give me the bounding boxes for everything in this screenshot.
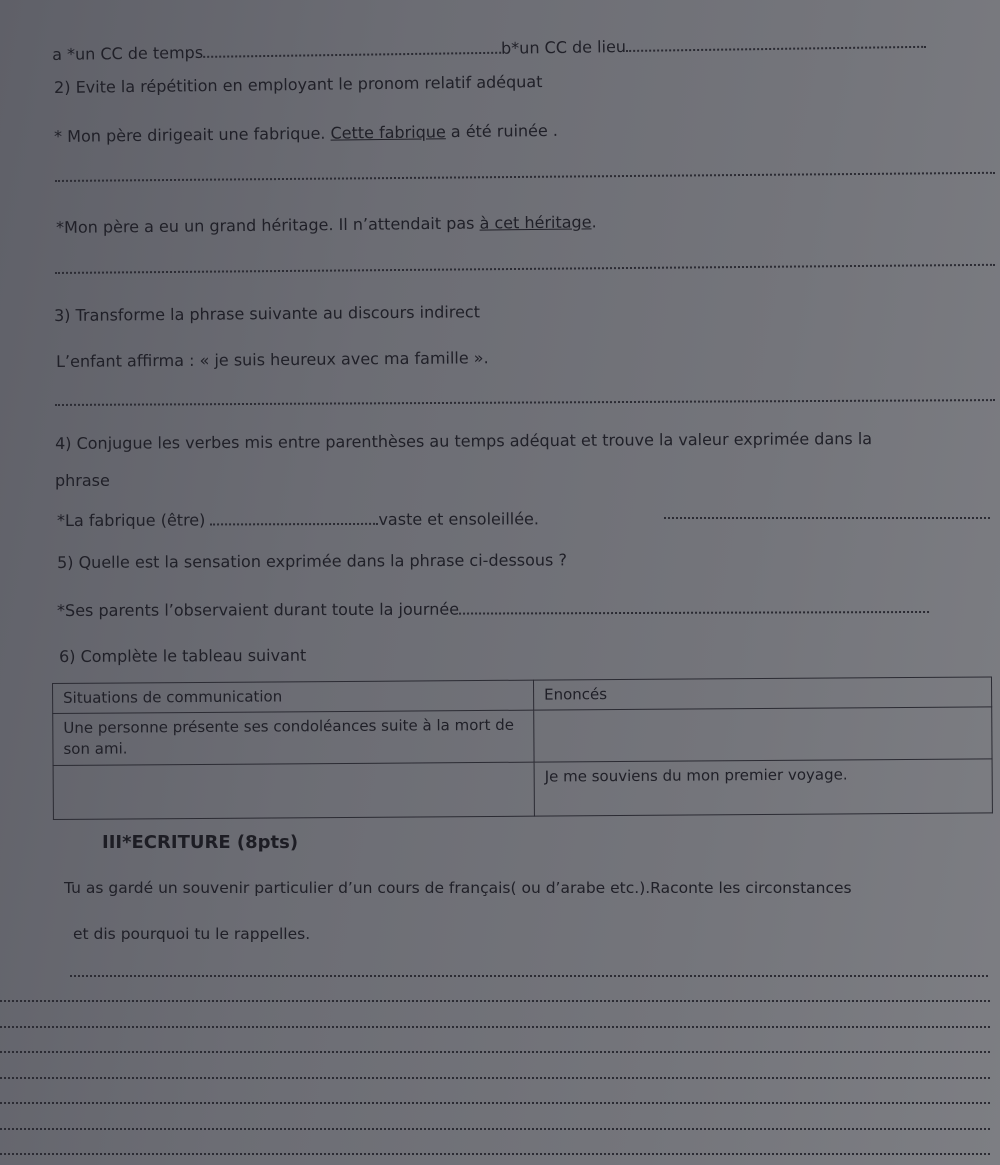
- q4-instruction-line-1: 4) Conjugue les verbes mis entre parenthèses au temps adéquat et trouve la valeur exprimée dans la: [55, 429, 873, 453]
- communication-table: [52, 676, 993, 820]
- q1-b-label: b*un CC de lieu: [500, 36, 627, 58]
- q4-value-blank[interactable]: [664, 517, 990, 519]
- q2-sentence-1: [54, 121, 558, 147]
- q2-answer-line-2[interactable]: [55, 264, 995, 274]
- q6-instruction: 6) Complète le tableau suivant: [59, 645, 307, 666]
- writing-answer-line[interactable]: [70, 975, 988, 977]
- table-cell-enonce-1-blank[interactable]: [534, 707, 992, 762]
- q5-instruction: 5) Quelle est la sensation exprimée dans la phrase ci-dessous ?: [57, 550, 567, 572]
- writing-answer-line[interactable]: [0, 1077, 990, 1079]
- q5-sentence: [57, 597, 929, 621]
- q5-answer-blank[interactable]: [459, 597, 929, 615]
- q4-sentence: [57, 508, 539, 531]
- q2-s2-end: .: [591, 212, 597, 232]
- writing-answer-line[interactable]: [0, 1153, 990, 1155]
- writing-answer-line[interactable]: [0, 1051, 990, 1053]
- writing-prompt-line-1: Tu as gardé un souvenir particulier d’un cours de français( ou d’arabe etc.).Raconte les circonstances: [64, 879, 852, 897]
- q2-answer-line-1[interactable]: [55, 172, 995, 182]
- table-cell-situation-1: Une personne présente ses condoléances suite à la mort de son ami.: [53, 710, 534, 765]
- q2-sentence-2: [56, 212, 597, 238]
- q4-s-end: vaste et ensoleillée.: [378, 509, 540, 529]
- writing-answer-line[interactable]: [0, 1128, 990, 1130]
- q1-a-answer-blank[interactable]: [203, 38, 501, 58]
- q1-line: [52, 32, 926, 65]
- q4-verb-blank[interactable]: [210, 509, 378, 526]
- table-row: [53, 759, 992, 820]
- q1-b-answer-blank[interactable]: [626, 32, 926, 52]
- q4-instruction-line-2: phrase: [55, 471, 110, 490]
- table-header-situations: Situations de communication: [53, 680, 534, 713]
- q2-s1-underlined: Cette fabrique: [330, 122, 446, 143]
- q1-a-label: a *un CC de temps: [52, 42, 204, 64]
- q2-s2-underlined: à cet héritage: [479, 212, 592, 233]
- writing-prompt-line-2: et dis pourquoi tu le rappelles.: [73, 925, 311, 943]
- writing-answer-line[interactable]: [0, 1102, 990, 1104]
- writing-answer-line[interactable]: [0, 1026, 990, 1028]
- table-row: [53, 707, 992, 766]
- q2-instruction: 2) Evite la répétition en employant le pronom relatif adéquat: [54, 72, 543, 97]
- q2-s1-end: a été ruinée .: [445, 120, 559, 142]
- q3-sentence: L’enfant affirma : « je suis heureux avec ma famille ».: [56, 348, 489, 371]
- q3-instruction: 3) Transforme la phrase suivante au discours indirect: [54, 302, 481, 325]
- writing-heading: III*ECRITURE (8pts): [102, 832, 299, 853]
- q2-s2-start: *Mon père a eu un grand héritage. Il n’attendait pas: [56, 213, 480, 237]
- table-cell-situation-2-blank[interactable]: [53, 762, 534, 819]
- writing-answer-line[interactable]: [0, 1000, 990, 1002]
- q5-sentence-text: *Ses parents l’observaient durant toute la journée: [57, 599, 460, 620]
- table-cell-enonce-2: Je me souviens du mon premier voyage.: [534, 759, 992, 816]
- q3-answer-line[interactable]: [55, 399, 995, 406]
- table-header-enonces: Enoncés: [533, 677, 991, 710]
- q2-s1-start: * Mon père dirigeait une fabrique.: [54, 123, 331, 146]
- q4-s-start: *La fabrique (être): [57, 510, 211, 530]
